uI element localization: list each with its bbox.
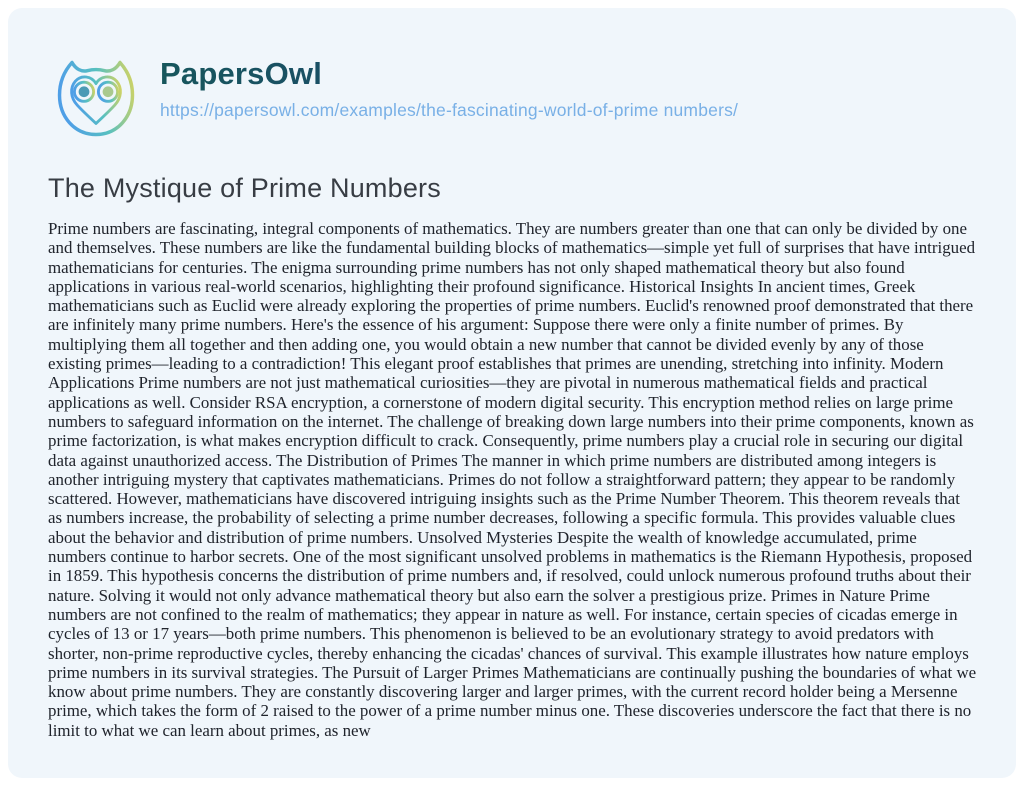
papersowl-owl-logo-icon bbox=[48, 50, 144, 146]
article-body-text: Prime numbers are fascinating, integral components of mathematics. They are numbers greater than one that can only be divided by one and themselves. These numbers are like the fundamental building blocks of mathematics—simple yet full of surprises that have intrigued mathematicians for centuries. The enigma surrounding prime numbers has not only shaped mathematical theory but also found applications in various real-world scenarios, highlighting their profound significance. Historical Insights In ancient times, Greek mathematicians such as Euclid were already exploring the properties of prime numbers. Euclid's renowned proof demonstrated that there are infinitely many prime numbers. Here's the essence of his argument: Suppose there were only a finite number of primes. By multiplying them all together and then adding one, you would obtain a new number that cannot be divided evenly by any of those existing primes—leading to a contradiction! This elegant proof establishes that primes are unending, stretching into infinity. Modern Applications Prime numbers are not just mathematical curiosities—they are pivotal in numerous mathematical fields and practical applications as well. Consider RSA encryption, a cornerstone of modern digital security. This encryption method relies on large prime numbers to safeguard information on the internet. The challenge of breaking down large numbers into their prime components, known as prime factorization, is what makes encryption difficult to crack. Consequently, prime numbers play a crucial role in securing our digital data against unauthorized access. The Distribution of Primes The manner in which prime numbers are distributed among integers is another intriguing mystery that captivates mathematicians. Primes do not follow a straightforward pattern; they appear to be randomly scattered. However, mathematicians have discovered intriguing insights such as the Prime Number Theorem. This theorem reveals that as numbers increase, the probability of selecting a prime number decreases, following a specific formula. This provides valuable clues about the behavior and distribution of prime numbers. Unsolved Mysteries Despite the wealth of knowledge accumulated, prime numbers continue to harbor secrets. One of the most significant unsolved problems in mathematics is the Riemann Hypothesis, proposed in 1859. This hypothesis concerns the distribution of prime numbers and, if resolved, could unlock numerous profound truths about their nature. Solving it would not only advance mathematical theory but also earn the solver a prestigious prize. Primes in Nature Prime numbers are not confined to the realm of mathematics; they appear in nature as well. For instance, certain species of cicadas emerge in cycles of 13 or 17 years—both prime numbers. This phenomenon is believed to be an evolutionary strategy to avoid predators with shorter, non-prime reproductive cycles, thereby enhancing the cicadas' chances of survival. This example illustrates how nature employs prime numbers in its survival strategies. The Pursuit of Larger Primes Mathematicians are continually pushing the boundaries of what we know about prime numbers. They are constantly discovering larger and larger primes, with the current record holder being a Mersenne prime, which takes the form of 2 raised to the power of a prime number minus one. These discoveries underscore the fact that there is no limit to what we can learn about primes, as new bbox=[48, 219, 977, 740]
article bbox=[8, 173, 1016, 740]
site-header bbox=[8, 8, 1016, 146]
source-url-link[interactable]: https://papersowl.com/examples/the-fascinating-world-of-prime numbers/ bbox=[160, 100, 739, 120]
brand-name: PapersOwl bbox=[160, 56, 738, 92]
article-title: The Mystique of Prime Numbers bbox=[48, 173, 441, 203]
brand-block bbox=[160, 50, 738, 121]
owl-logo-svg bbox=[48, 50, 144, 146]
page-panel bbox=[8, 8, 1016, 778]
